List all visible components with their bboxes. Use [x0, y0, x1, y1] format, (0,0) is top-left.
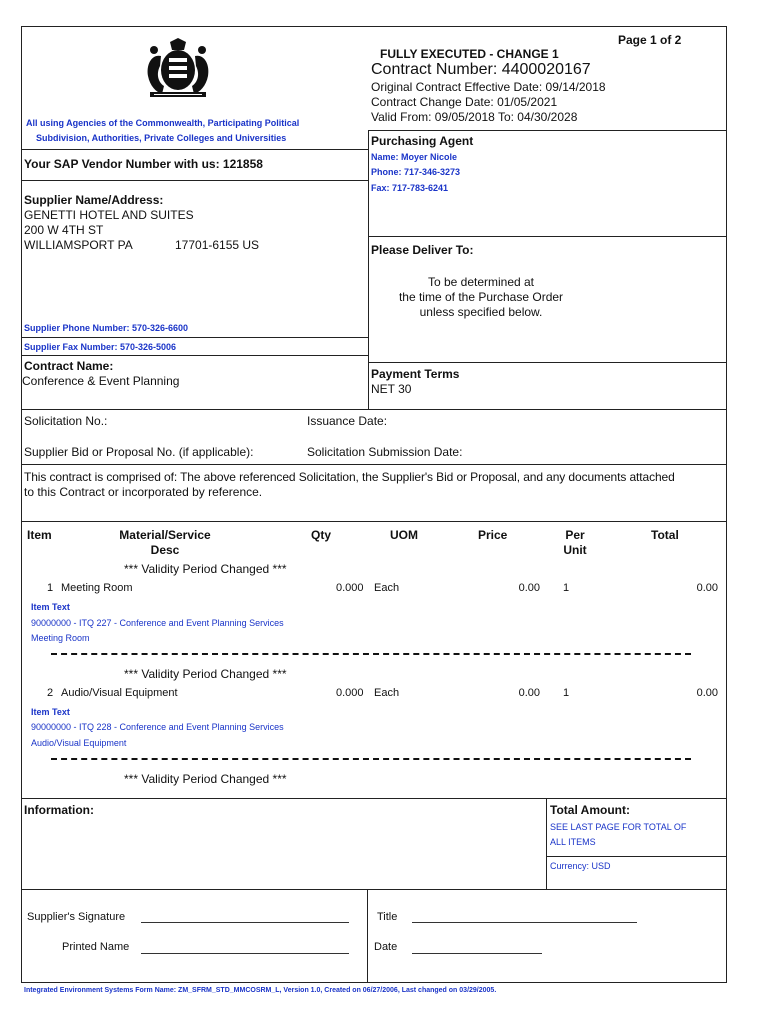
item-2-price: 0.00 — [518, 687, 540, 699]
item-1-uom: Each — [374, 582, 400, 594]
contract-number: Contract Number: 4400020167 — [371, 61, 591, 78]
item-2-qty: 0.000 — [336, 687, 364, 699]
item-1-price: 0.00 — [518, 582, 540, 594]
item-1-qty: 0.000 — [336, 582, 364, 594]
signature-divider — [367, 889, 368, 983]
deliver-line-1: To be determined at — [427, 275, 535, 289]
supplier-label: Supplier Name/Address: — [24, 193, 164, 207]
currency-rule — [546, 856, 727, 857]
header-divider — [368, 130, 369, 409]
info-top-rule — [21, 798, 727, 799]
col-material-2: Desc — [150, 543, 180, 557]
agent-top-rule — [368, 130, 727, 131]
deliver-line-3: unless specified below. — [419, 305, 543, 319]
payment-terms-label: Payment Terms — [371, 367, 460, 381]
item-1-total: 0.00 — [696, 582, 718, 594]
col-qty: Qty — [311, 528, 332, 542]
vendor-bottom-rule — [21, 180, 368, 181]
supplier-fax: Supplier Fax Number: 570-326-5006 — [24, 342, 177, 352]
printed-name-label: Printed Name — [62, 941, 130, 953]
col-uom: UOM — [390, 528, 418, 542]
total-amount-line-1: SEE LAST PAGE FOR TOTAL OF — [550, 822, 687, 832]
item-2-text-line-2: Audio/Visual Equipment — [31, 738, 127, 748]
col-per-1: Per — [565, 528, 585, 542]
item-2-per-unit: 1 — [563, 687, 570, 699]
supplier-zip: 17701-6155 US — [175, 238, 260, 252]
total-amount-label: Total Amount: — [550, 803, 630, 817]
deliver-line-2: the time of the Purchase Order — [398, 290, 564, 304]
submission-date: Solicitation Submission Date: — [307, 445, 463, 459]
date-line[interactable] — [412, 953, 542, 954]
bid-proposal-no: Supplier Bid or Proposal No. (if applicable): — [24, 445, 254, 459]
title-label: Title — [377, 911, 398, 923]
supplier-name: GENETTI HOTEL AND SUITES — [24, 208, 194, 222]
item-2-number: 2 — [47, 687, 54, 699]
table-top-rule — [21, 521, 727, 522]
item-1-per-unit: 1 — [563, 582, 570, 594]
valid-dates: Valid From: 09/05/2018 To: 04/30/2028 — [371, 110, 578, 124]
item-2-total: 0.00 — [696, 687, 718, 699]
validity-changed-2: *** Validity Period Changed *** — [124, 667, 287, 681]
col-total: Total — [651, 528, 679, 542]
currency: Currency: USD — [550, 861, 611, 871]
contract-status: FULLY EXECUTED - CHANGE 1 — [380, 47, 559, 61]
total-amount-line-2: ALL ITEMS — [550, 837, 596, 847]
vendor-top-rule — [21, 149, 368, 150]
purchasing-agent-title: Purchasing Agent — [371, 134, 474, 148]
contract-name-label: Contract Name: — [24, 359, 114, 373]
item-1-text-line-2: Meeting Room — [31, 633, 90, 643]
supplier-street: 200 W 4TH ST — [24, 223, 104, 237]
item-2-text-label: Item Text — [31, 707, 70, 717]
agencies-line-1: All using Agencies of the Commonwealth, Participating Political — [26, 118, 300, 128]
contract-change-date: Contract Change Date: 01/05/2021 — [371, 95, 558, 109]
item-2-separator — [51, 758, 691, 760]
commonwealth-seal-icon — [138, 36, 218, 100]
item-1-number: 1 — [47, 582, 54, 594]
agent-fax: Fax: 717-783-6241 — [371, 183, 449, 193]
solicitation-no: Solicitation No.: — [24, 414, 108, 428]
item-2-text-line-1: 90000000 - ITQ 228 - Conference and Event Planning Services — [31, 722, 284, 732]
form-footer: Integrated Environment Systems Form Name: ZM_SFRM_STD_MMCOSRM_L, Version 1.0, Created on 06/27/2006, Last changed on 03/29/2005. — [24, 987, 497, 994]
item-1-text-line-1: 90000000 - ITQ 227 - Conference and Event Planning Services — [31, 618, 284, 628]
agent-name: Name: Moyer Nicole — [371, 152, 458, 162]
deliver-top-rule — [368, 236, 727, 237]
supplier-signature-line[interactable] — [141, 922, 349, 923]
original-effective-date: Original Contract Effective Date: 09/14/2018 — [371, 80, 606, 94]
agent-phone: Phone: 717-346-3273 — [371, 167, 461, 177]
validity-changed-1: *** Validity Period Changed *** — [124, 562, 287, 576]
validity-changed-3: *** Validity Period Changed *** — [124, 772, 287, 786]
supplier-contact-rule — [21, 337, 368, 338]
item-1-text-label: Item Text — [31, 602, 70, 612]
item-2-desc: Audio/Visual Equipment — [61, 687, 178, 699]
printed-name-line[interactable] — [141, 953, 349, 954]
sap-vendor-number: Your SAP Vendor Number with us: 121858 — [24, 157, 263, 171]
date-label: Date — [374, 941, 398, 953]
supplier-city: WILLIAMSPORT PA — [24, 238, 133, 252]
item-2-uom: Each — [374, 687, 400, 699]
comprised-line-1: This contract is comprised of: The above referenced Solicitation, the Supplier's Bid or Proposal, and any documents attached — [24, 470, 675, 484]
page-number: Page 1 of 2 — [618, 33, 682, 47]
col-price: Price — [478, 528, 508, 542]
comprised-top-rule — [21, 464, 727, 465]
payment-top-rule — [368, 362, 727, 363]
info-divider — [546, 798, 547, 889]
comprised-line-2: to this Contract or incorporated by reference. — [24, 485, 263, 499]
col-per-2: Unit — [563, 543, 587, 557]
supplier-signature-label: Supplier's Signature — [27, 911, 126, 923]
header-bottom-rule — [21, 409, 727, 410]
agencies-line-2: Subdivision, Authorities, Private Colleges and Universities — [36, 133, 287, 143]
contract-name-value: Conference & Event Planning — [22, 374, 180, 388]
item-1-desc: Meeting Room — [61, 582, 133, 594]
supplier-phone: Supplier Phone Number: 570-326-6600 — [24, 323, 189, 333]
signature-top-rule — [21, 889, 727, 890]
contract-top-rule — [21, 355, 368, 356]
title-line[interactable] — [412, 922, 637, 923]
payment-terms-value: NET 30 — [371, 382, 412, 396]
col-material-1: Material/Service — [119, 528, 211, 542]
col-item: Item — [27, 528, 52, 542]
issuance-date: Issuance Date: — [307, 414, 388, 428]
deliver-to-label: Please Deliver To: — [371, 243, 474, 257]
item-1-separator — [51, 653, 691, 655]
information-label: Information: — [24, 803, 94, 817]
